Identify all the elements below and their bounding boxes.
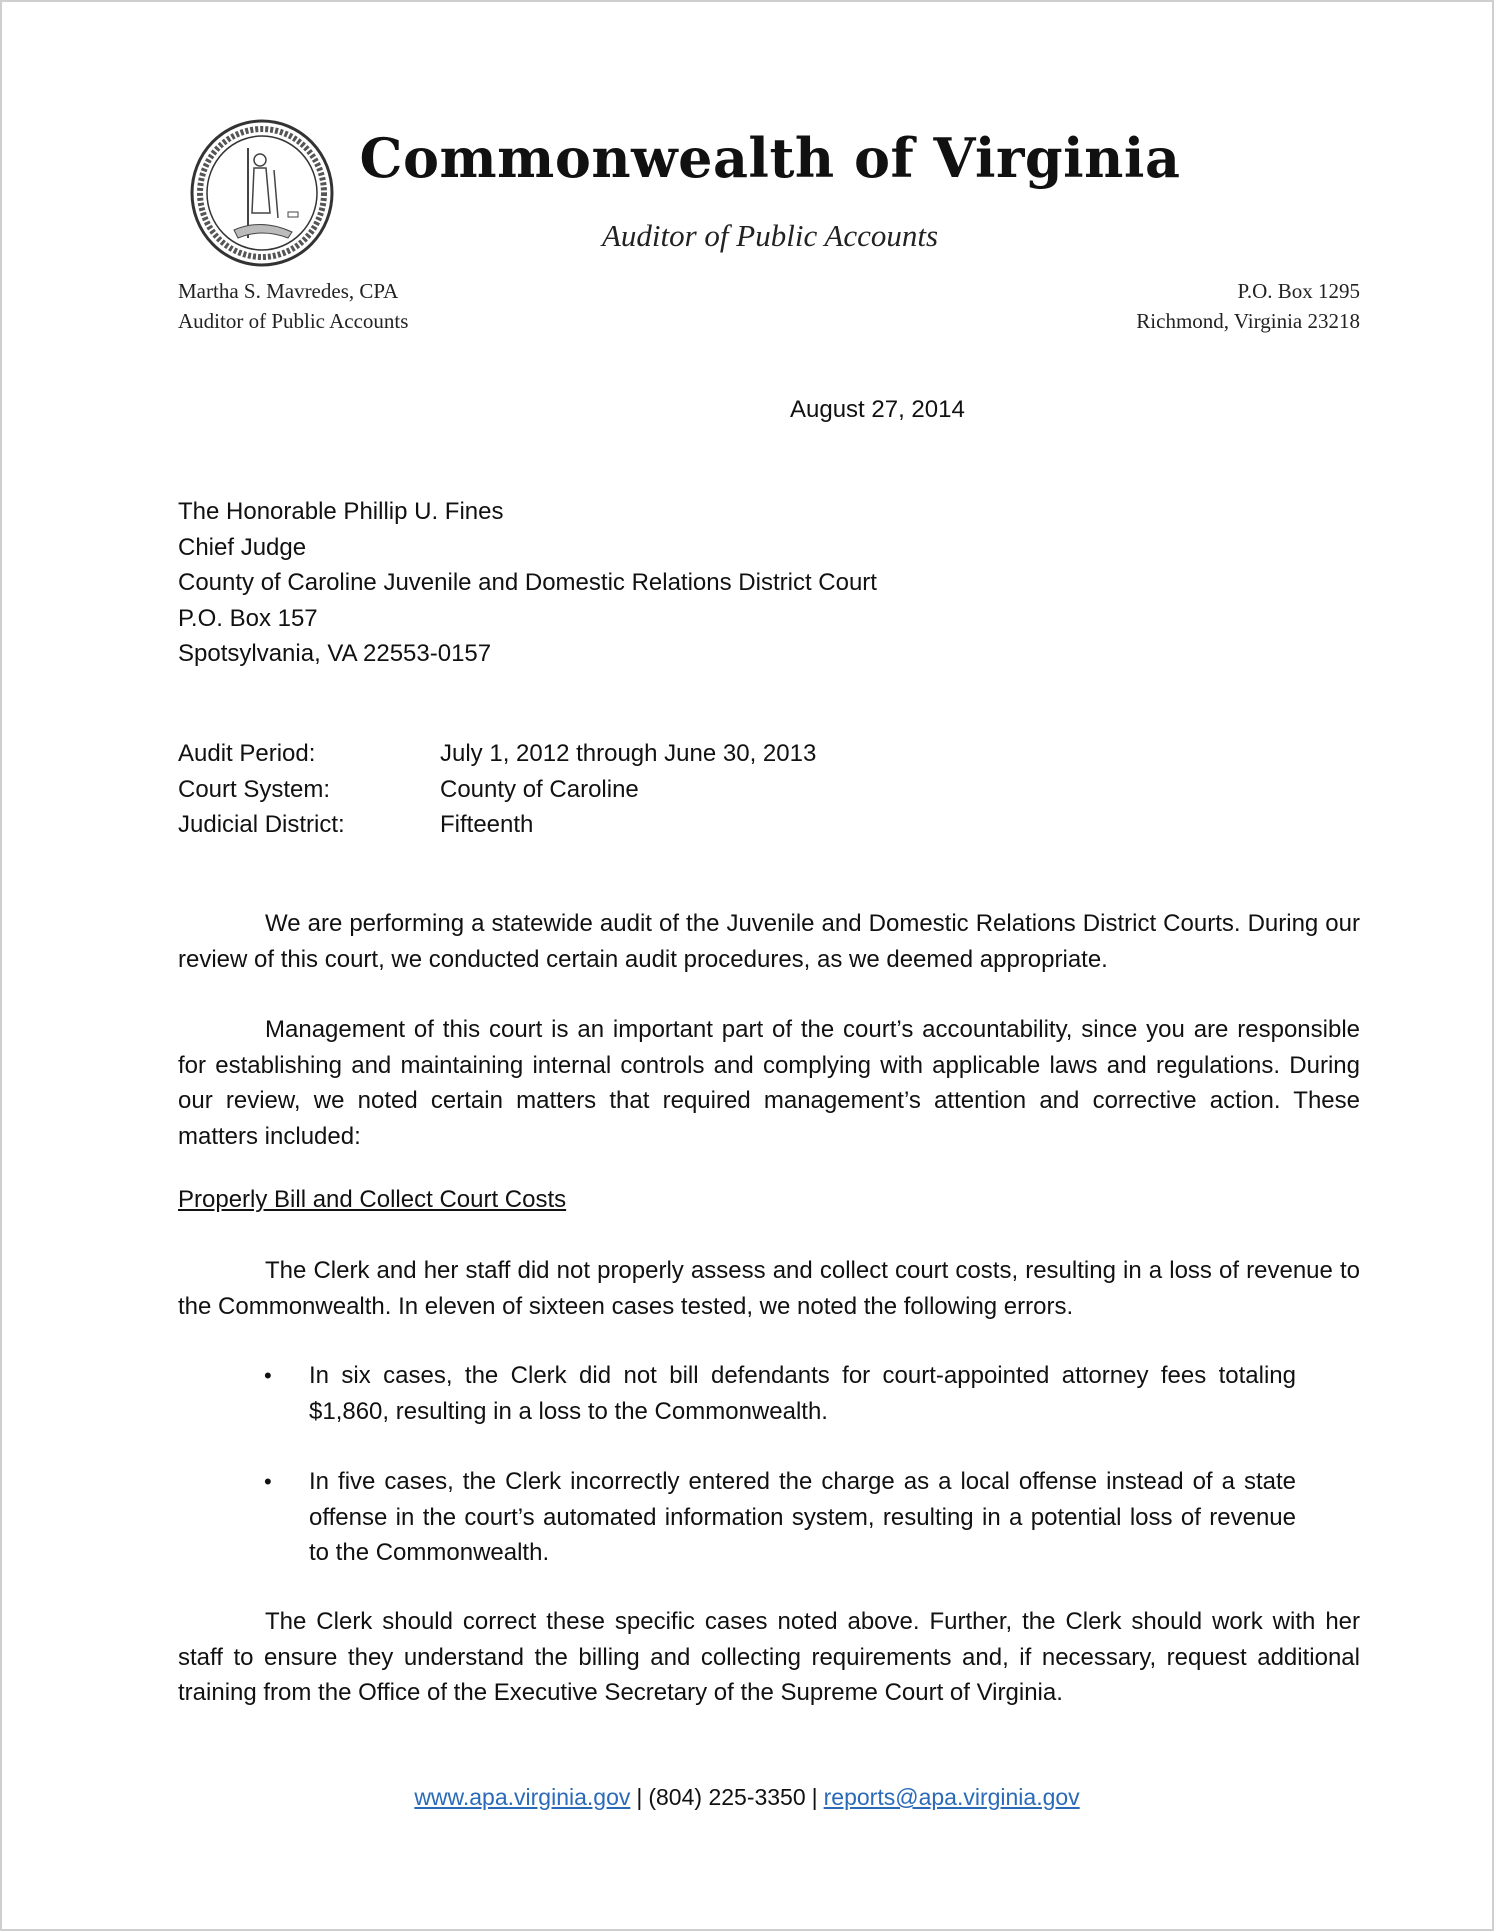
letterhead-title: Commonwealth of Virginia — [359, 126, 1181, 190]
paragraph-finding: The Clerk and her staff did not properly assess and collect court costs, resulting in a loss of revenue to the Commonwealth. In eleven of sixteen cases tested, we noted the following errors. — [178, 1257, 1360, 1320]
paragraph-intro: We are performing a statewide audit of the Juvenile and Domestic Relations District Courts. During our review of this court, we conducted certain audit procedures, as we deemed appropriate. — [178, 910, 1360, 973]
recipient-po-box: P.O. Box 157 — [178, 604, 318, 632]
audit-period-label: Audit Period: — [178, 740, 316, 767]
auditor-title: Auditor of Public Accounts — [178, 309, 409, 333]
letter-date: August 27, 2014 — [790, 396, 965, 423]
court-system-row — [178, 772, 816, 808]
bullet-text: In six cases, the Clerk did not bill defendants for court-appointed attorney fees totaling $1,860, resulting in a loss to the Commonwealth. — [309, 1362, 1296, 1425]
bullet-icon: • — [264, 1469, 272, 1494]
audit-info — [178, 736, 816, 843]
bullet-icon: • — [264, 1363, 272, 1388]
judicial-district-value: Fifteenth — [440, 811, 534, 838]
recipient-court: County of Caroline Juvenile and Domestic Relations District Court — [178, 569, 877, 596]
paragraph-management: Management of this court is an important part of the court’s accountability, since you are responsible for establishing and maintaining internal controls and complying with applicable laws and regulations. During our review, we noted certain matters that required management’s attention and corrective action. These matters included: — [178, 1016, 1360, 1150]
letterhead-subtitle: Auditor of Public Accounts — [601, 218, 939, 253]
paragraph-recommendation: The Clerk should correct these specific cases noted above. Further, the Clerk should work with her staff to ensure they understand the billing and collecting requirements and, if necessary, request additional training from the Office of the Executive Secretary of the Supreme Court of Virginia. — [178, 1608, 1360, 1706]
recipient-title: Chief Judge — [178, 533, 307, 561]
office-po-box: P.O. Box 1295 — [1237, 279, 1360, 303]
bullet-item — [264, 1464, 1296, 1571]
recipient-name: The Honorable Phillip U. Fines — [178, 498, 504, 525]
judicial-district-row — [178, 807, 816, 843]
email-link[interactable]: reports@apa.virginia.gov — [823, 1784, 1080, 1810]
judicial-district-label: Judicial District: — [178, 811, 345, 838]
footer — [0, 1784, 1494, 1811]
auditor-name: Martha S. Mavredes, CPA — [178, 279, 399, 303]
footer-phone: (804) 225-3350 — [648, 1784, 806, 1810]
court-system-label: Court System: — [178, 775, 331, 803]
website-link[interactable]: www.apa.virginia.gov — [414, 1784, 631, 1810]
audit-period-row — [178, 736, 816, 772]
bullet-text: In five cases, the Clerk incorrectly entered the charge as a local offense instead of a state offense in the court’s automated information system, resulting in a potential loss of revenue to the Commonwealth. — [309, 1468, 1296, 1566]
section-heading: Properly Bill and Collect Court Costs — [178, 1186, 567, 1213]
audit-period-value: July 1, 2012 through June 30, 2013 — [440, 740, 817, 767]
bullet-item — [264, 1358, 1296, 1429]
auditor-name-block — [178, 276, 408, 336]
footer-separator: | — [636, 1784, 643, 1810]
court-system-value: County of Caroline — [440, 775, 639, 803]
recipient-address — [178, 494, 877, 672]
office-address-block — [1136, 276, 1360, 336]
virginia-seal-icon — [188, 118, 336, 268]
recipient-city: Spotsylvania, VA 22553-0157 — [178, 640, 492, 667]
footer-separator: | — [811, 1784, 818, 1810]
office-city: Richmond, Virginia 23218 — [1136, 309, 1360, 333]
